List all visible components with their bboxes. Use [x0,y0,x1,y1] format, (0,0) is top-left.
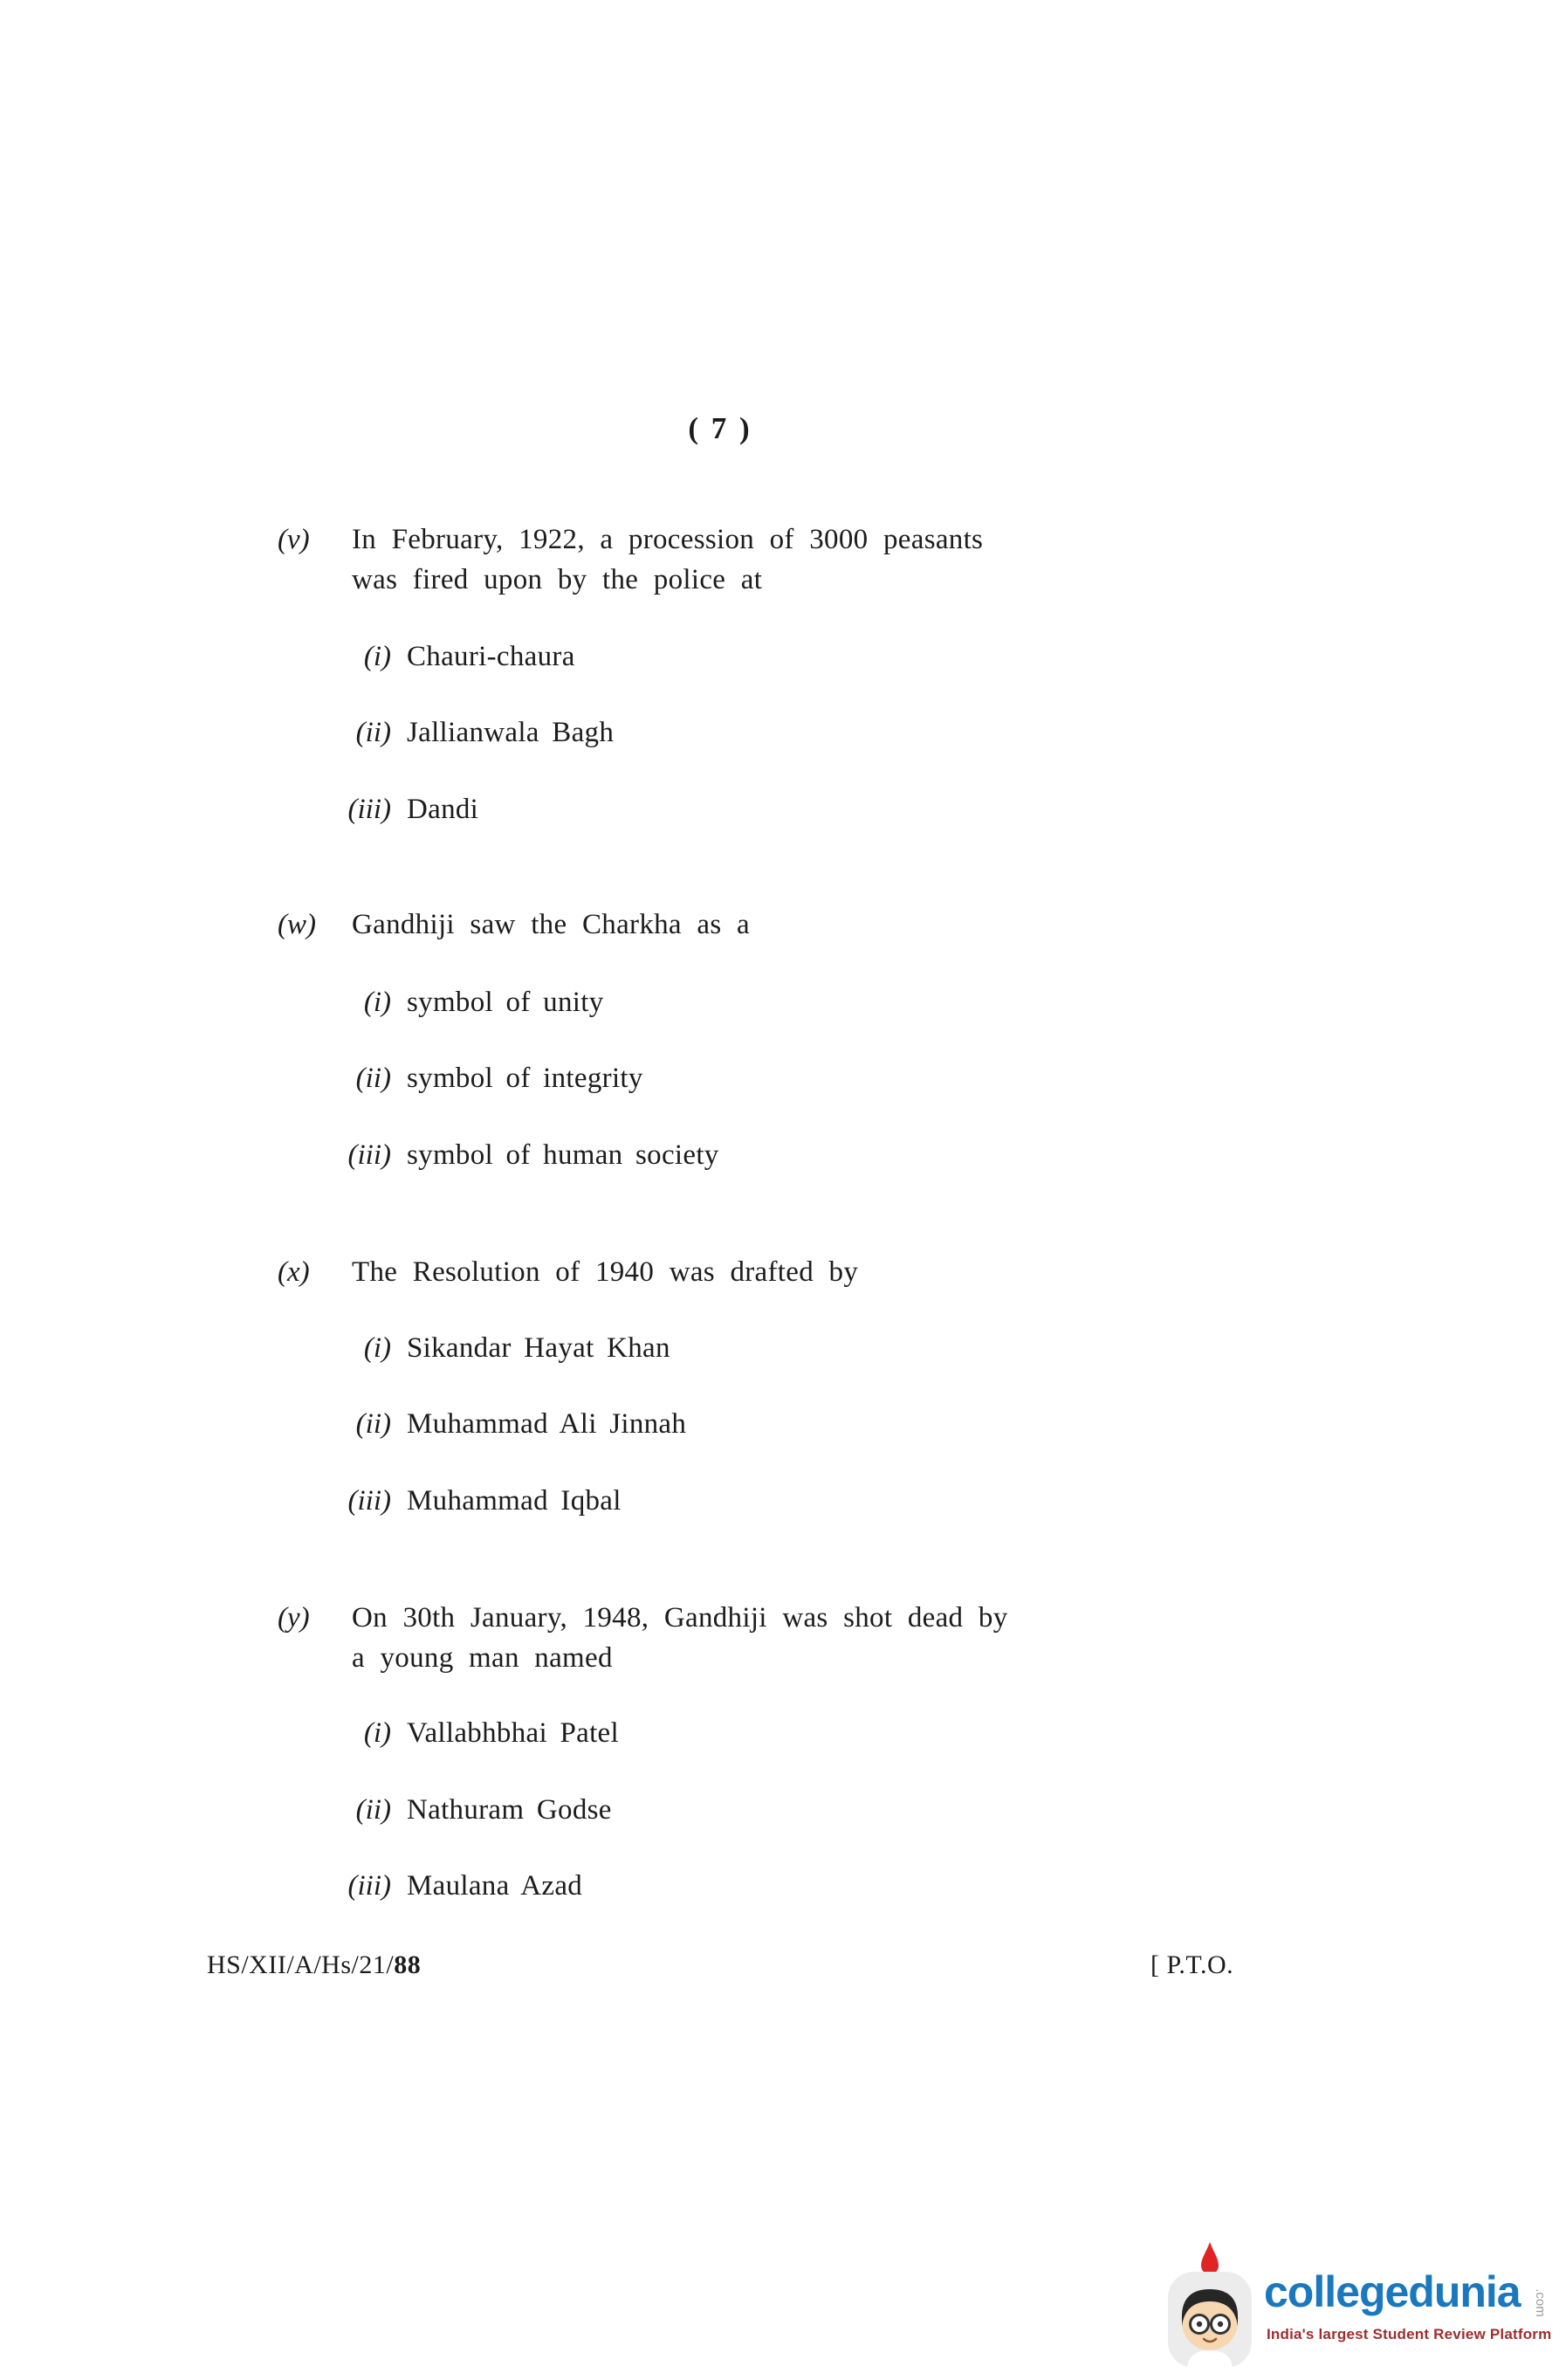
option-text: symbol of human society [407,1139,719,1171]
brand-suffix: .com [1532,2288,1548,2317]
question-label: (x) [278,1256,310,1288]
question-text-line: The Resolution of 1940 was drafted by [352,1256,859,1288]
footer-pto: [ P.T.O. [1150,1950,1234,1979]
option-text: symbol of unity [407,987,604,1018]
page-number: ( 7 ) [688,411,752,445]
option-text: Chauri-chaura [407,641,575,672]
option-text: Nathuram Godse [407,1794,612,1826]
paper-code-text: HS/XII/A/Hs/21/ [207,1950,395,1979]
option-text: Vallabhbhai Patel [407,1717,619,1749]
question-text-line: was fired upon by the police at [352,564,763,595]
option-label: (i) [363,1332,391,1364]
option-text: Dandi [407,794,479,825]
option-text: Muhammad Ali Jinnah [407,1408,687,1440]
footer-paper-code [207,1949,421,1982]
question-label: (v) [278,524,310,555]
brand-wordmark [1264,2267,1549,2317]
option-label: (ii) [355,1794,391,1826]
option-text: symbol of integrity [407,1063,643,1094]
question-label: (w) [278,909,316,940]
option-label: (ii) [355,1408,391,1440]
question-label: (y) [278,1602,310,1634]
brand-text: collegedunia [1264,2267,1521,2316]
option-label: (ii) [355,717,391,748]
option-label: (i) [363,1717,391,1749]
option-label: (i) [363,641,391,672]
option-label: (iii) [347,794,391,825]
option-label: (iii) [347,1485,391,1517]
option-label: (iii) [347,1870,391,1902]
option-label: (ii) [355,1063,391,1094]
paper-code-bold: 88 [394,1950,422,1979]
mascot-icon [1161,2240,1259,2378]
option-text: Maulana Azad [407,1870,583,1902]
collegedunia-logo [1161,2240,1559,2380]
option-text: Jallianwala Bagh [407,717,615,748]
question-text-line: In February, 1922, a procession of 3000 peasants [352,524,984,555]
question-text-line: Gandhiji saw the Charkha as a [352,909,750,940]
option-text: Muhammad Iqbal [407,1485,622,1517]
option-label: (iii) [347,1139,391,1171]
option-label: (i) [363,987,391,1018]
question-text-line: a young man named [352,1642,613,1674]
option-text: Sikandar Hayat Khan [407,1332,670,1364]
question-text-line: On 30th January, 1948, Gandhiji was shot dead by [352,1602,1008,1634]
brand-tagline: India's largest Student Review Platform [1267,2326,1552,2342]
